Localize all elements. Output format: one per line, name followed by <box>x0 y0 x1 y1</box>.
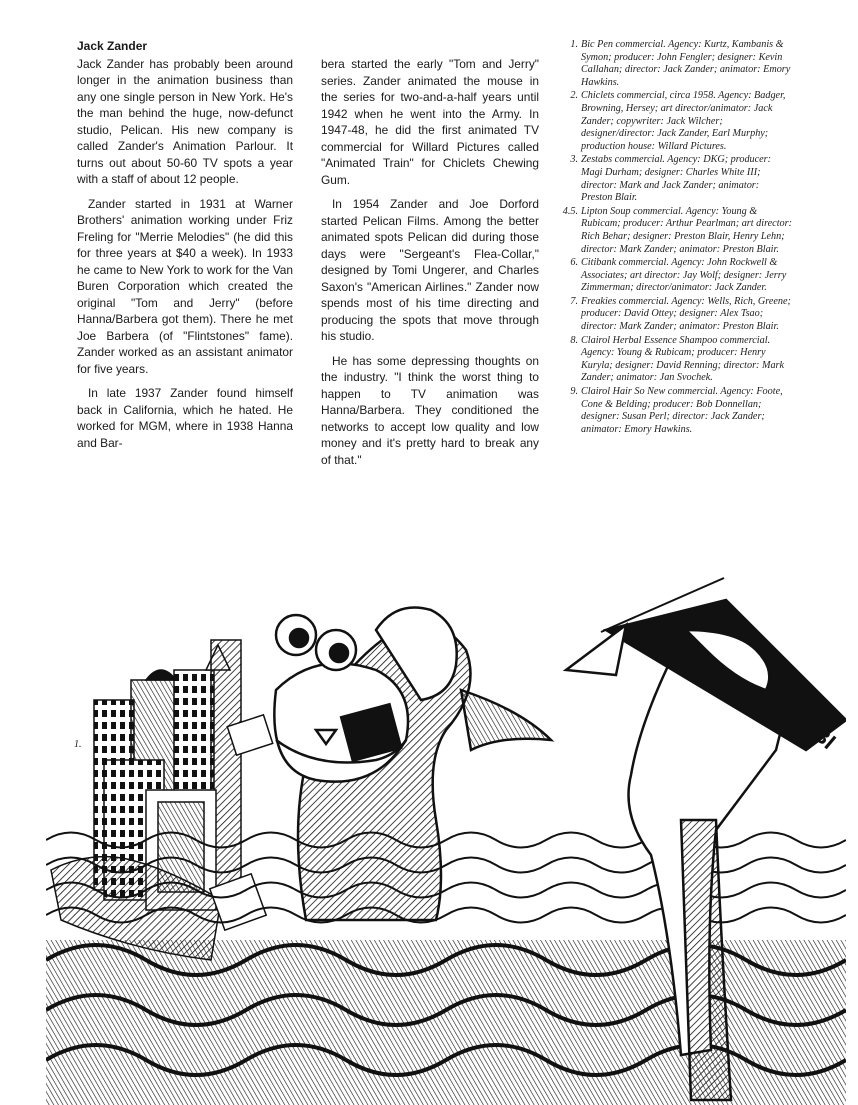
caption-item <box>556 257 792 295</box>
pen-lettering: BI <box>807 720 841 754</box>
caption-number: 7. <box>570 295 578 307</box>
caption-number: 2. <box>570 90 578 102</box>
article-column-1 <box>77 38 293 459</box>
caption-number: 9. <box>570 386 578 398</box>
article-paragraph: In 1954 Zander and Joe Dorford started Pelican Films. Among the better animated spots Pelican did during those days were "Sergeant's Flea-Collar," designed by Tomi Ungerer, and Charles Saxon's "American Airlines." Zander now spends most of his time directing and producing the spots that move through his studio. <box>321 197 539 343</box>
caption-text: Citibank commercial. Agency: John Rockwell & Associates; art director: Jay Wolf; designer: Jerry Zimmerman; director/animator: Jack Zander. <box>581 257 787 294</box>
caption-text: Clairol Hair So New commercial. Agency: Foote, Cone & Belding; producer: Bob Donnellan; designer: Susan Perl; director: Jack Zander; animator: Emory Hawkins. <box>581 386 783 435</box>
caption-item <box>556 90 792 153</box>
caption-item <box>556 296 792 334</box>
caption-text: Chiclets commercial, circa 1958. Agency: Badger, Browning, Hersey; art director/animator: Jack Zander; copywriter: Jack Wilcher; designer/director: Jack Zander, Earl Murphy; production house: Willard Pictures. <box>581 90 786 152</box>
caption-item <box>556 154 792 204</box>
caption-list <box>556 39 792 437</box>
article-paragraph: In late 1937 Zander found himself back in California, which he hated. He worked for MGM, where in 1938 Hanna and Bar- <box>77 386 293 450</box>
city-skyline <box>51 640 273 960</box>
article-column-2 <box>321 56 539 476</box>
bic-pen-illustration <box>46 540 846 1105</box>
figure-label: 1. <box>74 739 82 750</box>
article-heading: Jack Zander <box>77 39 148 53</box>
caption-text: Bic Pen commercial. Agency: Kurtz, Kambanis & Symon; producer: John Fengler; designer: Kevin Callahan; director: Jack Zander; animator: Emory Hawkins. <box>581 39 791 88</box>
article-paragraph: Jack Zander has probably been around longer in the animation business than any one single person in New York. He's the man behind the huge, now-defunct studio, Pelican. His new company is called Zander's Animation Parlour. It turns out about 50-60 TV spots a year with a staff of about 12 people. <box>77 56 293 186</box>
sea-monster <box>274 608 551 921</box>
caption-number: 3. <box>570 154 578 166</box>
caption-number: 4.5. <box>562 205 578 217</box>
article-paragraph: He has some depressing thoughts on the industry. "I think the worst thing to happen to TV animation was Hanna/Barbera. They conditioned the networks to accept low quality and low money and it's pretty hard to break any of that." <box>321 353 539 467</box>
article-paragraph: Zander started in 1931 at Warner Brothers' animation working under Friz Freling for "Merrie Melodies" (he did this for three years at $40 a week). In 1933 he came to New York to work for the Van Buren Corporation which created the original "Tom and Jerry" (before Hanna/Barbera got them). There he met Joe Barbera (of "Flintstones" fame). Zander worked as an assistant animator for five years. <box>77 196 293 376</box>
caption-item <box>556 335 792 385</box>
caption-text: Zestabs commercial. Agency: DKG; producer: Magi Durham; designer: Charles White III; director: Mark and Jack Zander; animator: Preston Blair. <box>581 154 772 204</box>
caption-number: 6. <box>570 257 578 269</box>
caption-number: 8. <box>570 334 578 346</box>
article-paragraph: bera started the early "Tom and Jerry" series. Zander animated the mouse in the series for two-and-a-half years until 1942 when he went into the Army. In 1947-48, he did the first animated TV commercial for Willard Pictures called "Animated Train" for Chiclets Chewing Gum. <box>321 57 539 187</box>
caption-text: Clairol Herbal Essence Shampoo commercial. Agency: Young & Rubicam; producer: Henry Kuryla; designer: David Renning; director: Mark Zander; animator: Jan Svochek. <box>581 334 785 384</box>
caption-item <box>556 206 792 256</box>
caption-item <box>556 39 792 89</box>
caption-text: Lipton Soup commercial. Agency: Young & Rubicam; producer: Arthur Pearlman; art director: Rich Behar; designer: Preston Blair, Henry Lehn; director: Mark Zander; animator: Preston Blair. <box>581 205 792 255</box>
caption-text: Freakies commercial. Agency: Wells, Rich, Greene; producer: David Ottey; designer: Alex Tsao; director: Mark Zander; animator: Preston Blair. <box>581 295 791 333</box>
caption-number: 1. <box>570 39 578 50</box>
caption-item <box>556 386 792 436</box>
